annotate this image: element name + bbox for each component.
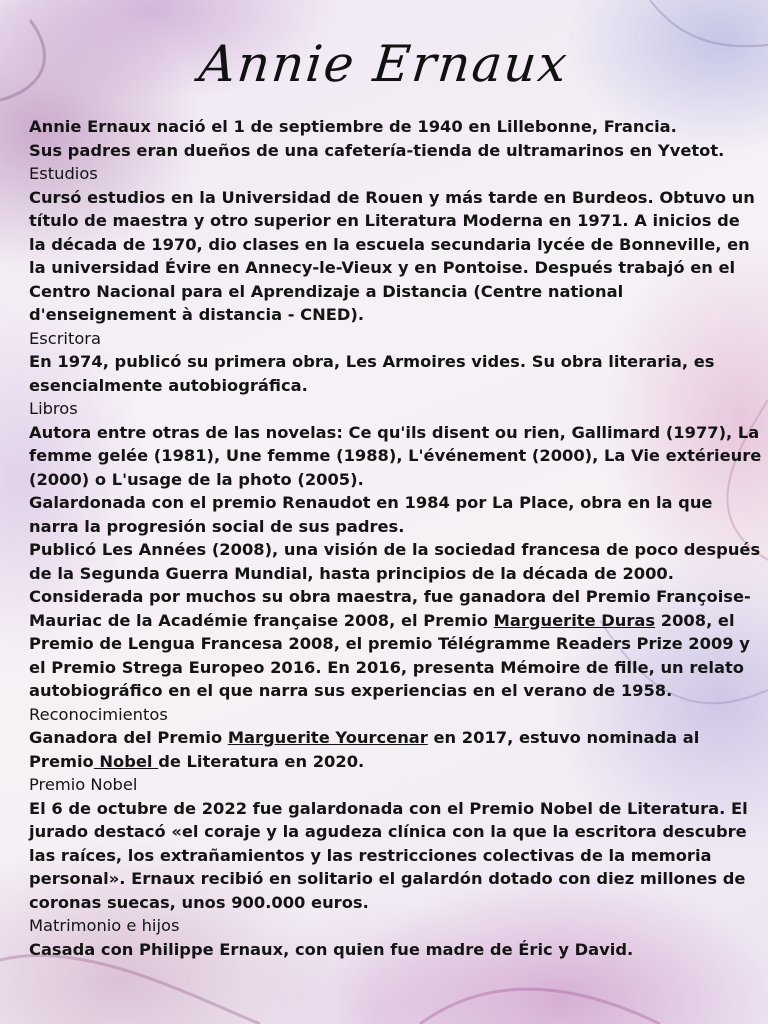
text-line: Publicó Les Années (2008), una visión de la sociedad francesa de poco después — [29, 540, 761, 559]
text-line: esencialmente autobiográfica. — [29, 375, 308, 395]
text-line: Considerada por muchos su obra maestra, fue ganadora del Premio Françoise- — [29, 587, 751, 606]
text-line: Annie Ernaux nació el 1 de septiembre de 1940 en Lillebonne, Francia. — [29, 117, 677, 136]
text-segment: 2008, el — [655, 610, 735, 630]
section-heading-premio-nobel: Premio Nobel — [29, 775, 138, 794]
page-title: Annie Ernaux — [196, 35, 572, 93]
text-segment: en 2017, estuvo nominada al — [427, 728, 700, 747]
text-line: Autora entre otras de las novelas: Ce qu'ils disent ou rien, Gallimard (1977), La — [29, 422, 760, 442]
text-line: Premio de Lengua Francesa 2008, el premio Télégramme Readers Prize 2009 y — [29, 634, 750, 653]
text-line: jurado destacó «el coraje y la agudeza clínica con la que la escritora descubre — [29, 822, 747, 841]
text-line: de la Segunda Guerra Mundial, hasta principios de la década de 2000. — [29, 563, 674, 583]
text-line: (2000) o L'usage de la photo (2005). — [29, 469, 364, 489]
text-line: En 1974, publicó su primera obra, Les Armoires vides. Su obra literaria, es — [29, 352, 715, 371]
text-line: femme gelée (1981), Une femme (1988), L'événement (2000), La Vie extérieure — [29, 446, 762, 465]
text-line: Sus padres eran dueños de una cafetería-tienda de ultramarinos en Yvetot. — [29, 140, 725, 160]
text-line: coronas suecas, unos 900.000 euros. — [29, 892, 369, 912]
text-line: d'enseignement à distancia - CNED). — [29, 305, 365, 324]
section-heading-reconocimientos: Reconocimientos — [29, 704, 168, 724]
text-line: narra la progresión social de sus padres. — [29, 516, 405, 536]
text-line: Cursó estudios en la Universidad de Rouen y más tarde en Burdeos. Obtuvo un — [29, 187, 755, 207]
text-line: el Premio Strega Europeo 2016. En 2016, presenta Mémoire de fille, un relato — [29, 657, 744, 677]
biography-text — [29, 115, 762, 961]
section-heading-matrimonio: Matrimonio e hijos — [29, 916, 180, 935]
text-line: El 6 de octubre de 2022 fue galardonada con el Premio Nobel de Literatura. El — [29, 798, 748, 818]
text-line: las raíces, los extrañamientos y las restricciones colectivas de la memoria — [29, 845, 712, 865]
text-line: Centro Nacional para el Aprendizaje a Distancia (Centre national — [29, 281, 624, 301]
section-heading-escritora: Escritora — [29, 328, 101, 348]
text-line: autobiográfico en el que narra sus experiencias en el verano de 1958. — [29, 681, 673, 700]
section-heading-libros: Libros — [29, 399, 78, 418]
text-line: la universidad Évire en Annecy-le-Vieux y en Pontoise. Después trabajó en el — [29, 258, 736, 277]
text-segment: Ganadora del Premio — [29, 728, 228, 747]
text-segment: de Literatura en 2020. — [158, 751, 365, 771]
text-segment: Premio — [29, 751, 94, 771]
link-nobel[interactable]: Nobel — [93, 751, 159, 771]
text-line: Casada con Philippe Ernaux, con quien fue madre de Éric y David. — [29, 939, 634, 959]
text-line — [29, 750, 749, 774]
text-line: título de maestra y otro superior en Literatura Moderna en 1971. A inicios de — [29, 211, 740, 230]
text-line: personal». Ernaux recibió en solitario el galardón dotado con diez millones de — [29, 869, 746, 888]
text-line: la década de 1970, dio clases en la escuela secundaria lycée de Bonneville, en — [29, 234, 750, 254]
section-heading-estudios: Estudios — [29, 164, 98, 183]
text-line — [29, 609, 749, 633]
text-segment: Mauriac de la Académie française 2008, el Premio — [29, 610, 494, 630]
text-line: Galardonada con el premio Renaudot en 1984 por La Place, obra en la que — [29, 493, 713, 512]
link-marguerite-yourcenar[interactable]: Marguerite Yourcenar — [227, 728, 428, 747]
link-marguerite-duras[interactable]: Marguerite Duras — [493, 610, 656, 630]
text-line — [29, 726, 749, 750]
